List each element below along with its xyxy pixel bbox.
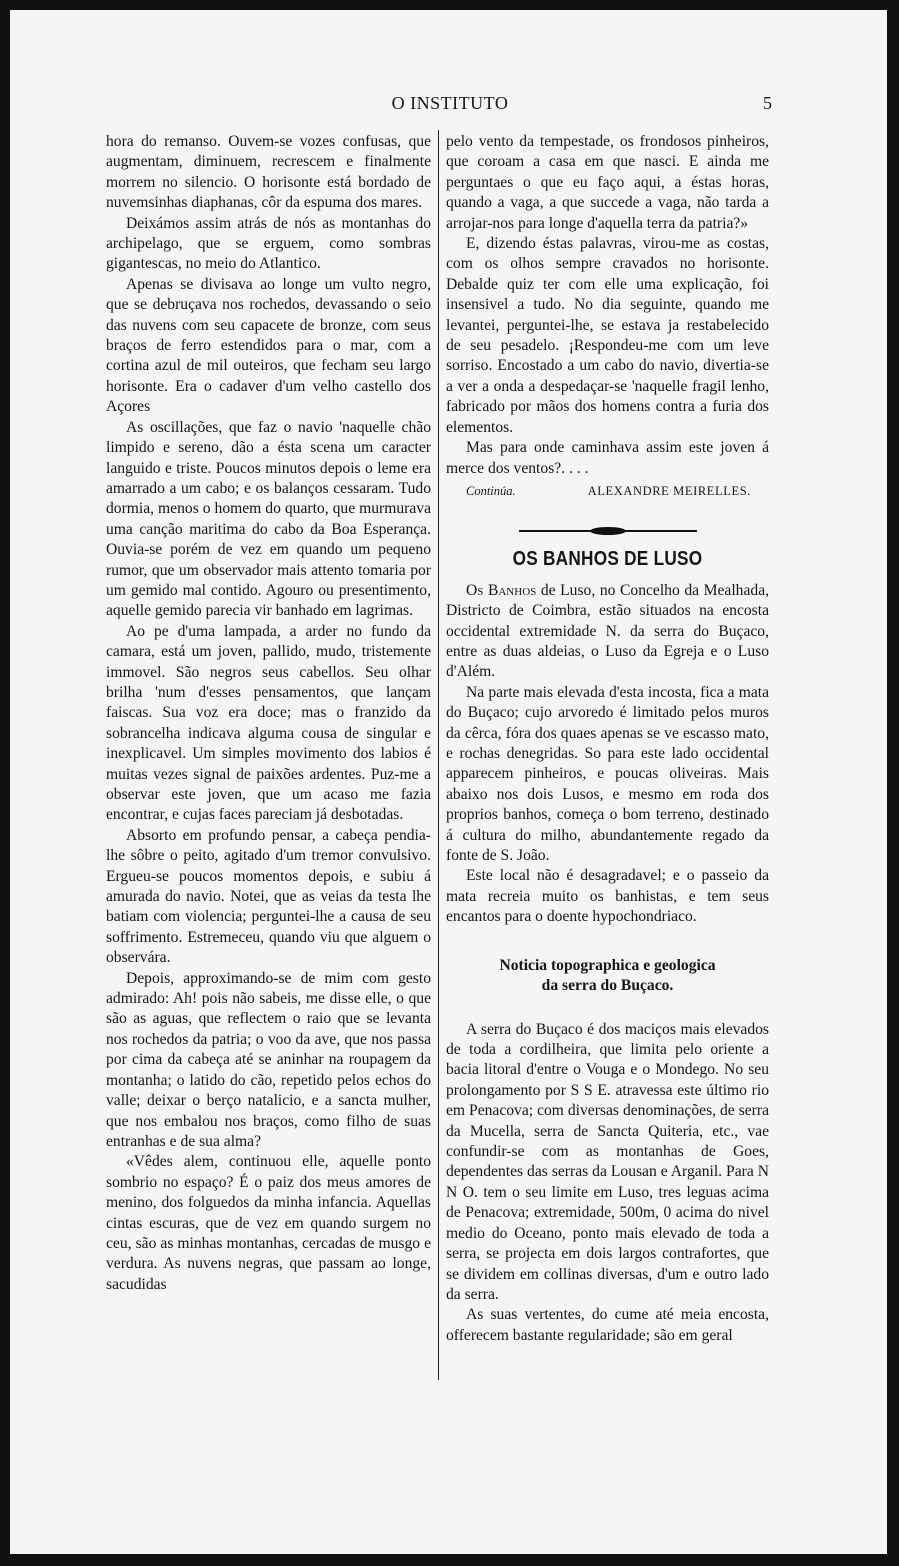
- signature-line: [446, 481, 769, 501]
- paragraph: E, dizendo éstas palavras, virou-me as costas, com os olhos sempre cravados no horisonte. Debalde quiz ter com elle uma explicação, foi insensivel a tudo. No dia seguinte, quando me levantei, perguntei-lhe, se estava ja restabelecido de seu pesadelo. ¡Respondeu-me com um leve sorriso. Encostado a um cabo do navio, divertia-se a ver a onda a despedaçar-se 'naquelle fragil lenho, fabricado por mãos dos homens contra a furia dos elementos.: [446, 235, 769, 436]
- paragraph: «Vêdes alem, continuou elle, aquelle ponto sombrio no espaço? É o paiz dos meus amores de menino, dos folguedos da minha infancia. Aquellas cintas escuras, que de vez em quando surgem no ceu, são as minhas montanhas, cercadas de musgo e verdura. As nuvens negras, que passam ao longe, sacudidas: [106, 1153, 431, 1293]
- paragraph: [446, 581, 769, 683]
- right-column: [446, 132, 769, 1346]
- divider-ornament: [590, 527, 626, 535]
- paragraph: Ao pe d'uma lampada, a arder no fundo da camara, está um joven, pallido, mudo, tristemente immovel. São negros seus cabellos. Seu olhar brilha 'num d'esses pensamentos, que lançam faiscas. Sua voz era doce; mas o franzido da sobrancelha indicava alguma cousa de singular e inexplicavel. Um simples movimento dos labios é muitas vezes signal de paixões ardentes. Puz-me a observar este joven, que um acaso me fazia encontrar, e cujas faces pareciam já desbotadas.: [106, 622, 431, 824]
- paragraph: A serra do Buçaco é dos maciços mais elevados de toda a cordilheira, que limita pelo oriente a bacia litoral d'entre o Vouga e o Mondego. No seu prolongamento por S S E. atravessa este último rio em Penacova; com diversas denominações, de serra da Mucella, serra de Sancta Quiteria, etc., vae confundir-se com as montanhas de Goes, dependentes das serras da Lousan e Arganil. Para N N O. tem o seu limite em Luso, tres leguas acima de Penacova; extremidade, 500m, 0 acima do nivel medio do Oceano, ponto mais elevado de toda a serra, se projecta em dois largos contrafortes, que se dividem em collinas diversas, d'um e outro lado da serra.: [446, 1020, 769, 1303]
- section-title: OS BANHOS DE LUSO: [512, 548, 703, 571]
- lead-small-caps: Os Banhos: [466, 581, 537, 599]
- paragraph: Depois, approximando-se de mim com gesto admirado: Ah! pois não sabeis, me disse elle, o que são as aguas, que reflectem o raio que se levanta nos rochedos da patria; o voo da ave, que nos passa por cima da cabeça até se aninhar na roupagem da montanha; o latido do cão, repetido pelos echos do valle; deixar o berço natalicio, e a sancta mulher, que nos embalou nos braços, como filho de suas entranhas e de sua alma?: [106, 969, 431, 1150]
- paragraph: pelo vento da tempestade, os frondosos pinheiros, que coroam a casa em que nasci. E ainda me perguntaes o que eu faço aqui, a éstas horas, quando a vaga, a que succede a vaga, não tarda a arrojar-nos para longe d'aquella terra da patria?»: [446, 133, 769, 232]
- paragraph: As suas vertentes, do cume até meia encosta, offerecem bastante regularidade; são em geral: [446, 1306, 769, 1344]
- page-number: 5: [763, 93, 772, 113]
- continuation-note: Continúa.: [466, 483, 516, 498]
- subsection-title-line: da serra do Buçaco.: [541, 976, 674, 994]
- paragraph: As oscillações, que faz o navio 'naquelle chão limpido e sereno, dão a ésta scena um caracter languido e triste. Poucos minutos depois o leme era amarrado a um cabo; e os balanços cessaram. Tudo dormia, menos o homem do quarto, que murmurava uma canção maritima do cabo da Boa Esperança. Ouvia-se porém de vez em quando um pequeno rumor, que um observador mais attento tomaria por um gemido mal contido. Agouro ou presentimento, aquelle gemido parecia vir banhado em lagrimas.: [106, 418, 431, 620]
- paragraph-text: de Luso, no Concelho da Mealhada, Districto de Coimbra, estão situados na encosta occidental extremidade N. da serra do Buçaco, entre as duas aldeias, o Luso da Egreja e o Luso d'Além.: [446, 581, 770, 681]
- paragraph: Na parte mais elevada d'esta incosta, fica a mata do Buçaco; cujo arvoredo é limitado pelos muros da cêrca, fóra dos quaes apenas se ve escasso mato, e rochas denegridas. So para este lado occidental apparecem pinheiros, e poucas oliveiras. Mais abaixo nos dois Lusos, e mesmo em roda dos proprios banhos, começa o bom terreno, destinado á cultura do milho, abundantemente regado da fonte de S. João.: [446, 683, 769, 864]
- author-name: ALEXANDRE MEIRELLES.: [587, 483, 751, 498]
- paragraph: hora do remanso. Ouvem-se vozes confusas, que augmentam, diminuem, recrescem e finalmente morrem no silencio. O horisonte está bordado de nuvemsinhas diaphanas, côr da espuma dos mares.: [106, 133, 431, 212]
- left-column: [106, 132, 431, 1295]
- paragraph: Absorto em profundo pensar, a cabeça pendia-lhe sôbre o peito, agitado d'um tremor convulsivo. Ergueu-se poucos momentos depois, e subiu á amurada do navio. Notei, que as veias da testa lhe batiam com violencia; perguntei-lhe a causa de seu soffrimento. Estremeceu, quando viu que alguem o observára.: [106, 826, 431, 967]
- paragraph: Deixámos assim atrás de nós as montanhas do archipelago, que se erguem, como sombras gigantescas, no meio do Atlantico.: [106, 214, 431, 273]
- paragraph: Apenas se divisava ao longe um vulto negro, que se debruçava nos rochedos, devassando o seio das nuvens com seu capacete de bronze, com seus braços de ferro estendidos para o mar, com a cortina azul de mil outeiros, que fecham seu largo horisonte. Era o cadaver d'um velho castello dos Açores: [106, 275, 431, 416]
- column-rule: [438, 130, 439, 1380]
- subsection-title: [446, 956, 769, 996]
- section-divider: [446, 501, 769, 543]
- paragraph: Este local não é desagradavel; e o passeio da mata recreia muito os banhistas, e tem seus encantos para o doente hypochondriaco.: [446, 867, 769, 926]
- paragraph: Mas para onde caminhava assim este joven á merce dos ventos?. . . .: [446, 439, 769, 477]
- running-title: O INSTITUTO: [391, 93, 509, 113]
- subsection-title-line: Noticia topographica e geologica: [499, 956, 716, 974]
